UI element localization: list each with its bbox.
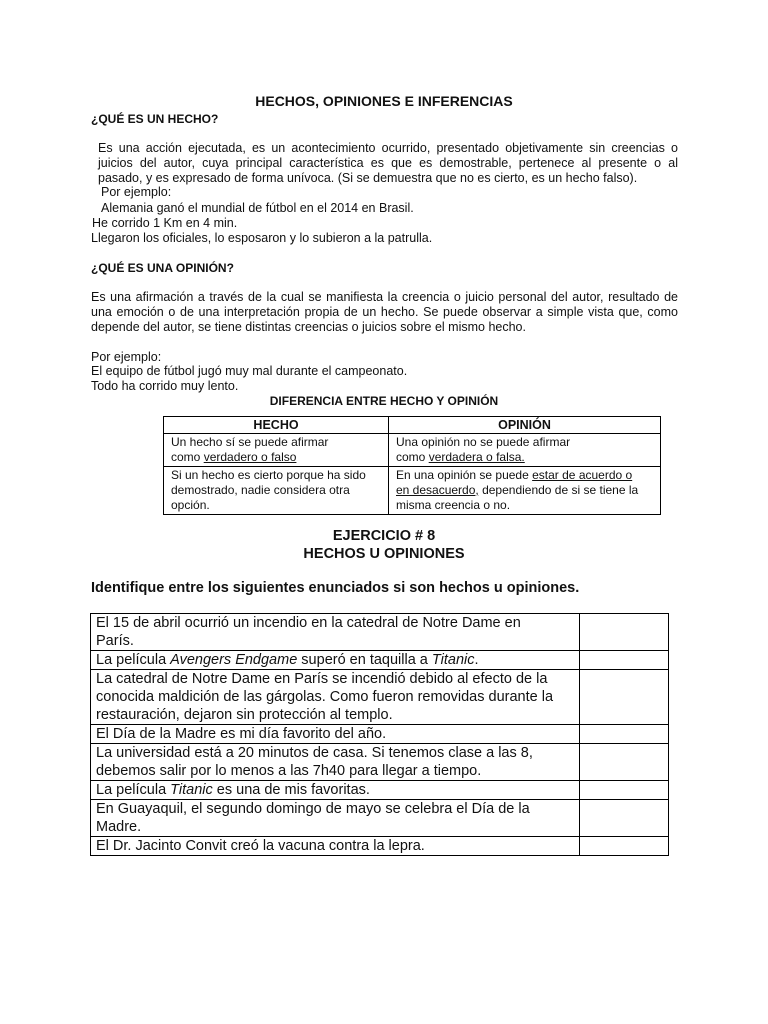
comparison-row (164, 467, 661, 515)
cell-line (396, 450, 653, 465)
statement-text: La película (96, 652, 171, 668)
underlined-text: verdadera o falsa. (428, 450, 525, 464)
statement-text: . (474, 652, 479, 668)
exercise-row (91, 744, 669, 781)
answer-cell[interactable] (580, 670, 669, 725)
opinion-definition (91, 290, 678, 335)
statement-line: debemos salir por lo menos a las 7h40 para llegar a tiempo. (96, 763, 482, 779)
header-hecho: HECHO (164, 417, 389, 434)
answer-cell[interactable] (580, 744, 669, 781)
hecho-example: He corrido 1 Km en 4 min. (92, 216, 238, 230)
movie-title: Titanic (431, 652, 475, 668)
underlined-text: verdadero o falso (203, 450, 297, 464)
cell-line: Si un hecho es cierto porque ha sido (171, 468, 366, 482)
answer-cell[interactable] (580, 651, 669, 670)
answer-cell[interactable] (580, 781, 669, 800)
comparison-table (163, 416, 661, 515)
hecho-definition-line: Es una acción ejecutada, es un acontecimiento ocurrido, presentado objetivamente sin creencias o (98, 141, 678, 155)
statement-cell (91, 614, 580, 651)
opinion-definition-line: depende del autor, se tiene distintas creencias o juicios sobre el mismo hecho. (91, 320, 526, 334)
hecho-example-label: Por ejemplo: (101, 185, 172, 199)
cell-line: opción. (171, 498, 210, 512)
statement-cell: El Dr. Jacinto Convit creó la vacuna contra la lepra. (91, 837, 580, 856)
exercise-row (91, 670, 669, 725)
statement-cell (91, 670, 580, 725)
hecho-example: Alemania ganó el mundial de fútbol en el 2014 en Brasil. (101, 201, 414, 215)
statement-text: La película (96, 782, 171, 798)
answer-cell[interactable] (580, 800, 669, 837)
statement-cell (91, 800, 580, 837)
exercise-instruction: Identifique entre los siguientes enunciados si son hechos u opiniones. (91, 580, 580, 596)
opinion-definition-line: una emoción o de una interpretación propia de un hecho. Se puede observar a simple vista que, como (91, 305, 678, 319)
cell-line: Un hecho sí se puede afirmar (171, 435, 329, 449)
comparison-title: DIFERENCIA ENTRE HECHO Y OPINIÓN (269, 394, 499, 408)
statement-line: El 15 de abril ocurrió un incendio en la catedral de Notre Dame en (96, 615, 521, 631)
opinion-heading: ¿QUÉ ES UNA OPINIÓN? (91, 261, 234, 275)
cell-opinion (389, 434, 661, 467)
statement-line: Madre. (96, 819, 142, 835)
exercise-row (91, 614, 669, 651)
comparison-row (164, 434, 661, 467)
underlined-text: estar de acuerdo o (532, 468, 633, 482)
cell-line: misma creencia o no. (396, 498, 511, 512)
statement-text: es una de mis favoritas. (212, 782, 370, 798)
statement-text: superó en taquilla a (297, 652, 432, 668)
statement-cell (91, 651, 580, 670)
cell-text: dependiendo de si se tiene la (478, 483, 639, 497)
header-opinion: OPINIÓN (389, 417, 661, 434)
cell-line: Una opinión no se puede afirmar (396, 435, 571, 449)
statement-cell: El Día de la Madre es mi día favorito del año. (91, 725, 580, 744)
opinion-definition-line: Es una afirmación a través de la cual se manifiesta la creencia o juicio personal del autor, resultado de (91, 290, 678, 304)
statement-cell (91, 744, 580, 781)
exercise-row (91, 725, 669, 744)
exercise-row (91, 781, 669, 800)
opinion-example: El equipo de fútbol jugó muy mal durante el campeonato. (91, 364, 408, 378)
hecho-definition (98, 141, 678, 186)
statement-line: París. (96, 633, 134, 649)
hecho-definition-line: juicios del autor, cuya principal característica es que es demostrable, pertenece al presente o al (98, 156, 678, 170)
cell-hecho (164, 467, 389, 515)
exercise-title: EJERCICIO # 8 (332, 528, 436, 544)
exercise-row (91, 651, 669, 670)
cell-line (171, 450, 381, 465)
movie-title: Titanic (170, 782, 213, 798)
movie-title: Avengers Endgame (170, 652, 298, 668)
opinion-example: Todo ha corrido muy lento. (91, 379, 239, 393)
statement-line: conocida maldición de las gárgolas. Como fueron removidas durante la (96, 689, 554, 705)
hecho-definition-line: pasado, y es expresado de forma unívoca. (Si se demuestra que no es cierto, es un hecho falso). (98, 171, 638, 185)
opinion-example-label: Por ejemplo: (91, 350, 162, 364)
comparison-header-row (164, 417, 661, 434)
statement-line: En Guayaquil, el segundo domingo de mayo se celebra el Día de la (96, 801, 530, 817)
statement-line: La universidad está a 20 minutos de casa. Si tenemos clase a las 8, (96, 745, 533, 761)
cell-text: como (171, 450, 204, 464)
answer-cell[interactable] (580, 614, 669, 651)
answer-cell[interactable] (580, 725, 669, 744)
cell-line: demostrado, nadie considera otra (171, 483, 350, 497)
hecho-heading: ¿QUÉ ES UN HECHO? (91, 112, 219, 126)
cell-text: como (396, 450, 429, 464)
answer-cell[interactable] (580, 837, 669, 856)
cell-opinion (389, 467, 661, 515)
exercise-row (91, 800, 669, 837)
exercise-subtitle: HECHOS U OPINIONES (303, 546, 465, 562)
underlined-text: en desacuerdo, (396, 483, 479, 497)
statement-line: La catedral de Notre Dame en París se incendió debido al efecto de la (96, 671, 548, 687)
cell-line (396, 483, 653, 498)
exercise-table (90, 613, 669, 856)
statement-cell (91, 781, 580, 800)
cell-text: En una opinión se puede (396, 468, 533, 482)
cell-line (396, 468, 653, 483)
cell-hecho (164, 434, 389, 467)
statement-line: restauración, dejaron sin protección al templo. (96, 707, 393, 723)
exercise-row (91, 837, 669, 856)
page-title: HECHOS, OPINIONES E INFERENCIAS (255, 93, 513, 109)
hecho-example: Llegaron los oficiales, lo esposaron y lo subieron a la patrulla. (91, 231, 433, 245)
